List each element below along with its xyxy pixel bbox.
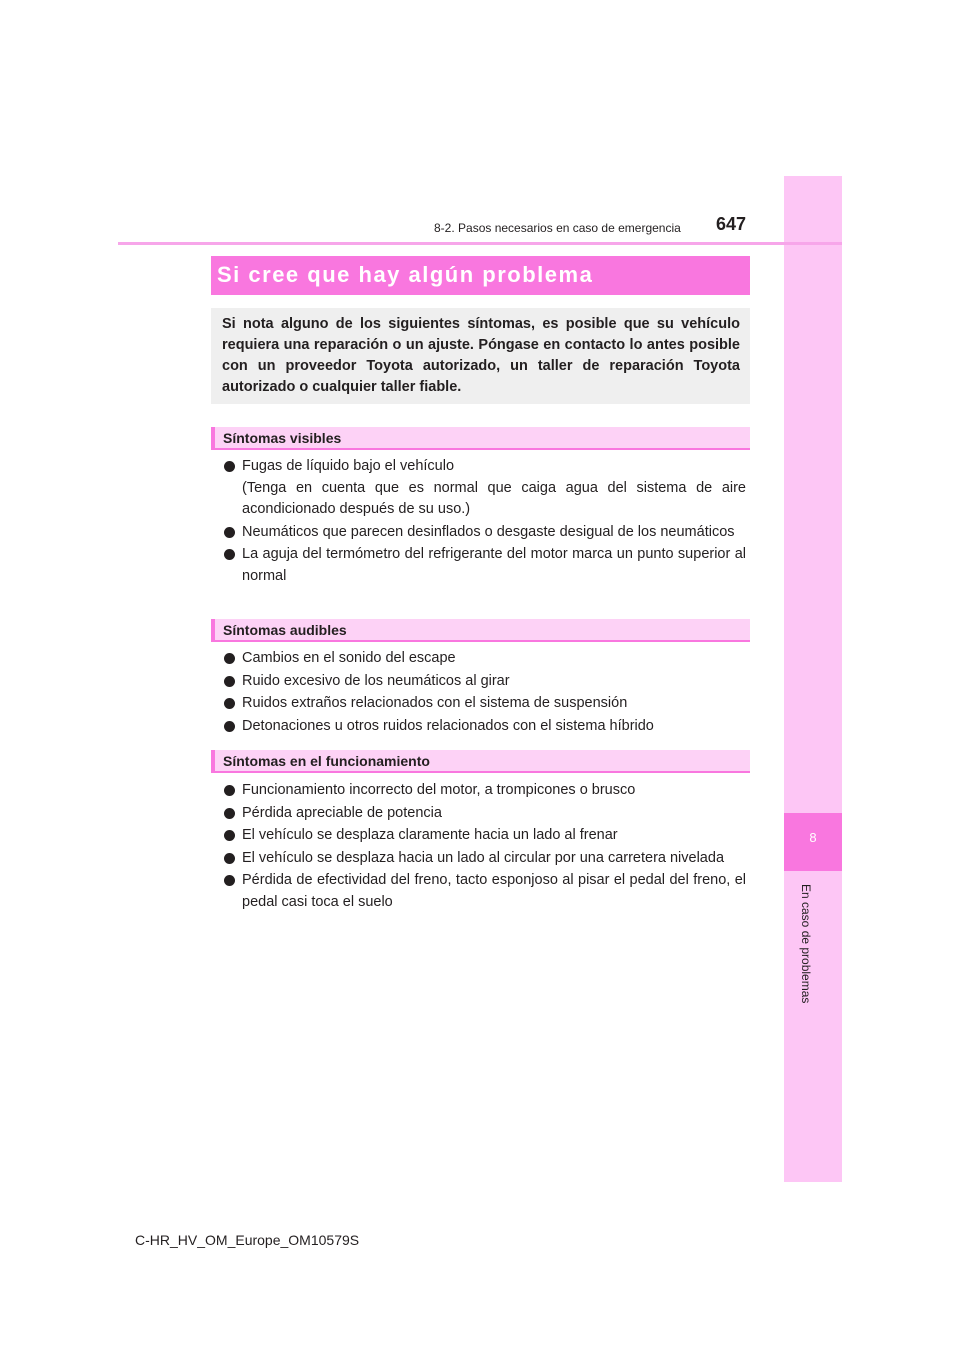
chapter-label: En caso de problemas — [799, 884, 813, 1004]
bullet-icon — [224, 549, 235, 560]
chapter-label-container — [790, 884, 836, 1024]
bullet-icon — [224, 461, 235, 472]
list-item-text: Fugas de líquido bajo el vehículo (Tenga en cuenta que es normal que caiga agua del sistema de aire acondicionado después de su uso.) — [242, 458, 746, 517]
bullet-icon — [224, 830, 235, 841]
list-item — [222, 780, 746, 802]
bullet-icon — [224, 698, 235, 709]
list-item-text: Funcionamiento incorrecto del motor, a trompicones o brusco — [242, 782, 636, 798]
list-item — [222, 803, 746, 825]
list-item — [222, 522, 746, 544]
page-title: Si cree que hay algún problema — [217, 262, 594, 287]
bullet-icon — [224, 527, 235, 538]
list-item-text: El vehículo se desplaza claramente hacia un lado al frenar — [242, 827, 618, 843]
chapter-number: 8 — [809, 830, 817, 845]
list-item — [222, 693, 746, 715]
list-item — [222, 456, 746, 521]
list-item — [222, 716, 746, 738]
list-item — [222, 870, 746, 913]
list-item — [222, 825, 746, 847]
running-head: 8-2. Pasos necesarios en caso de emergencia — [434, 221, 681, 235]
list-item-text: Pérdida de efectividad del freno, tacto esponjoso al pisar el pedal del freno, el pedal casi toca el suelo — [242, 872, 746, 910]
list-item-text: Ruido excesivo de los neumáticos al girar — [242, 672, 510, 689]
list-item — [222, 671, 746, 693]
section-heading-operation — [211, 750, 750, 773]
bullet-list-operation — [222, 780, 746, 914]
list-item-text: Ruidos extraños relacionados con el sistema de suspensión — [242, 695, 628, 711]
section-heading-visible — [211, 427, 750, 450]
chapter-side-tab — [784, 176, 842, 1182]
bullet-list-visible — [222, 456, 746, 588]
intro-text: Si nota alguno de los siguientes síntomas, es posible que su vehículo requiera una reparación o un ajuste. Póngase en contacto lo antes posible con un proveedor Toyota autorizado, un taller de reparación Toyota autorizado o cualquier taller fiable. — [222, 316, 740, 395]
section-heading-audible — [211, 619, 750, 642]
bullet-icon — [224, 875, 235, 886]
document-code: C-HR_HV_OM_Europe_OM10579S — [135, 1232, 360, 1248]
list-item-text: Pérdida apreciable de potencia — [242, 804, 442, 821]
list-item-text: Detonaciones u otros ruidos relacionados con el sistema híbrido — [242, 717, 654, 734]
page-number: 647 — [716, 214, 747, 234]
bullet-icon — [224, 721, 235, 732]
list-item-text: La aguja del termómetro del refrigerante del motor marca un punto superior al normal — [242, 546, 746, 584]
list-item — [222, 648, 746, 670]
list-item-text: Cambios en el sonido del escape — [242, 650, 456, 666]
bullet-icon — [224, 676, 235, 687]
list-item — [222, 544, 746, 587]
section-heading-text: Síntomas visibles — [223, 430, 342, 446]
list-item — [222, 848, 746, 870]
section-heading-text: Síntomas en el funcionamiento — [223, 753, 430, 769]
bullet-list-audible — [222, 648, 746, 738]
bullet-icon — [224, 653, 235, 664]
bullet-icon — [224, 853, 235, 864]
section-heading-text: Síntomas audibles — [223, 622, 347, 638]
list-item-text: Neumáticos que parecen desinflados o desgaste desigual de los neumáticos — [242, 523, 735, 540]
list-item-text: El vehículo se desplaza hacia un lado al circular por una carretera nivelada — [242, 849, 725, 866]
bullet-icon — [224, 808, 235, 819]
header-divider — [118, 242, 842, 245]
bullet-icon — [224, 785, 235, 796]
